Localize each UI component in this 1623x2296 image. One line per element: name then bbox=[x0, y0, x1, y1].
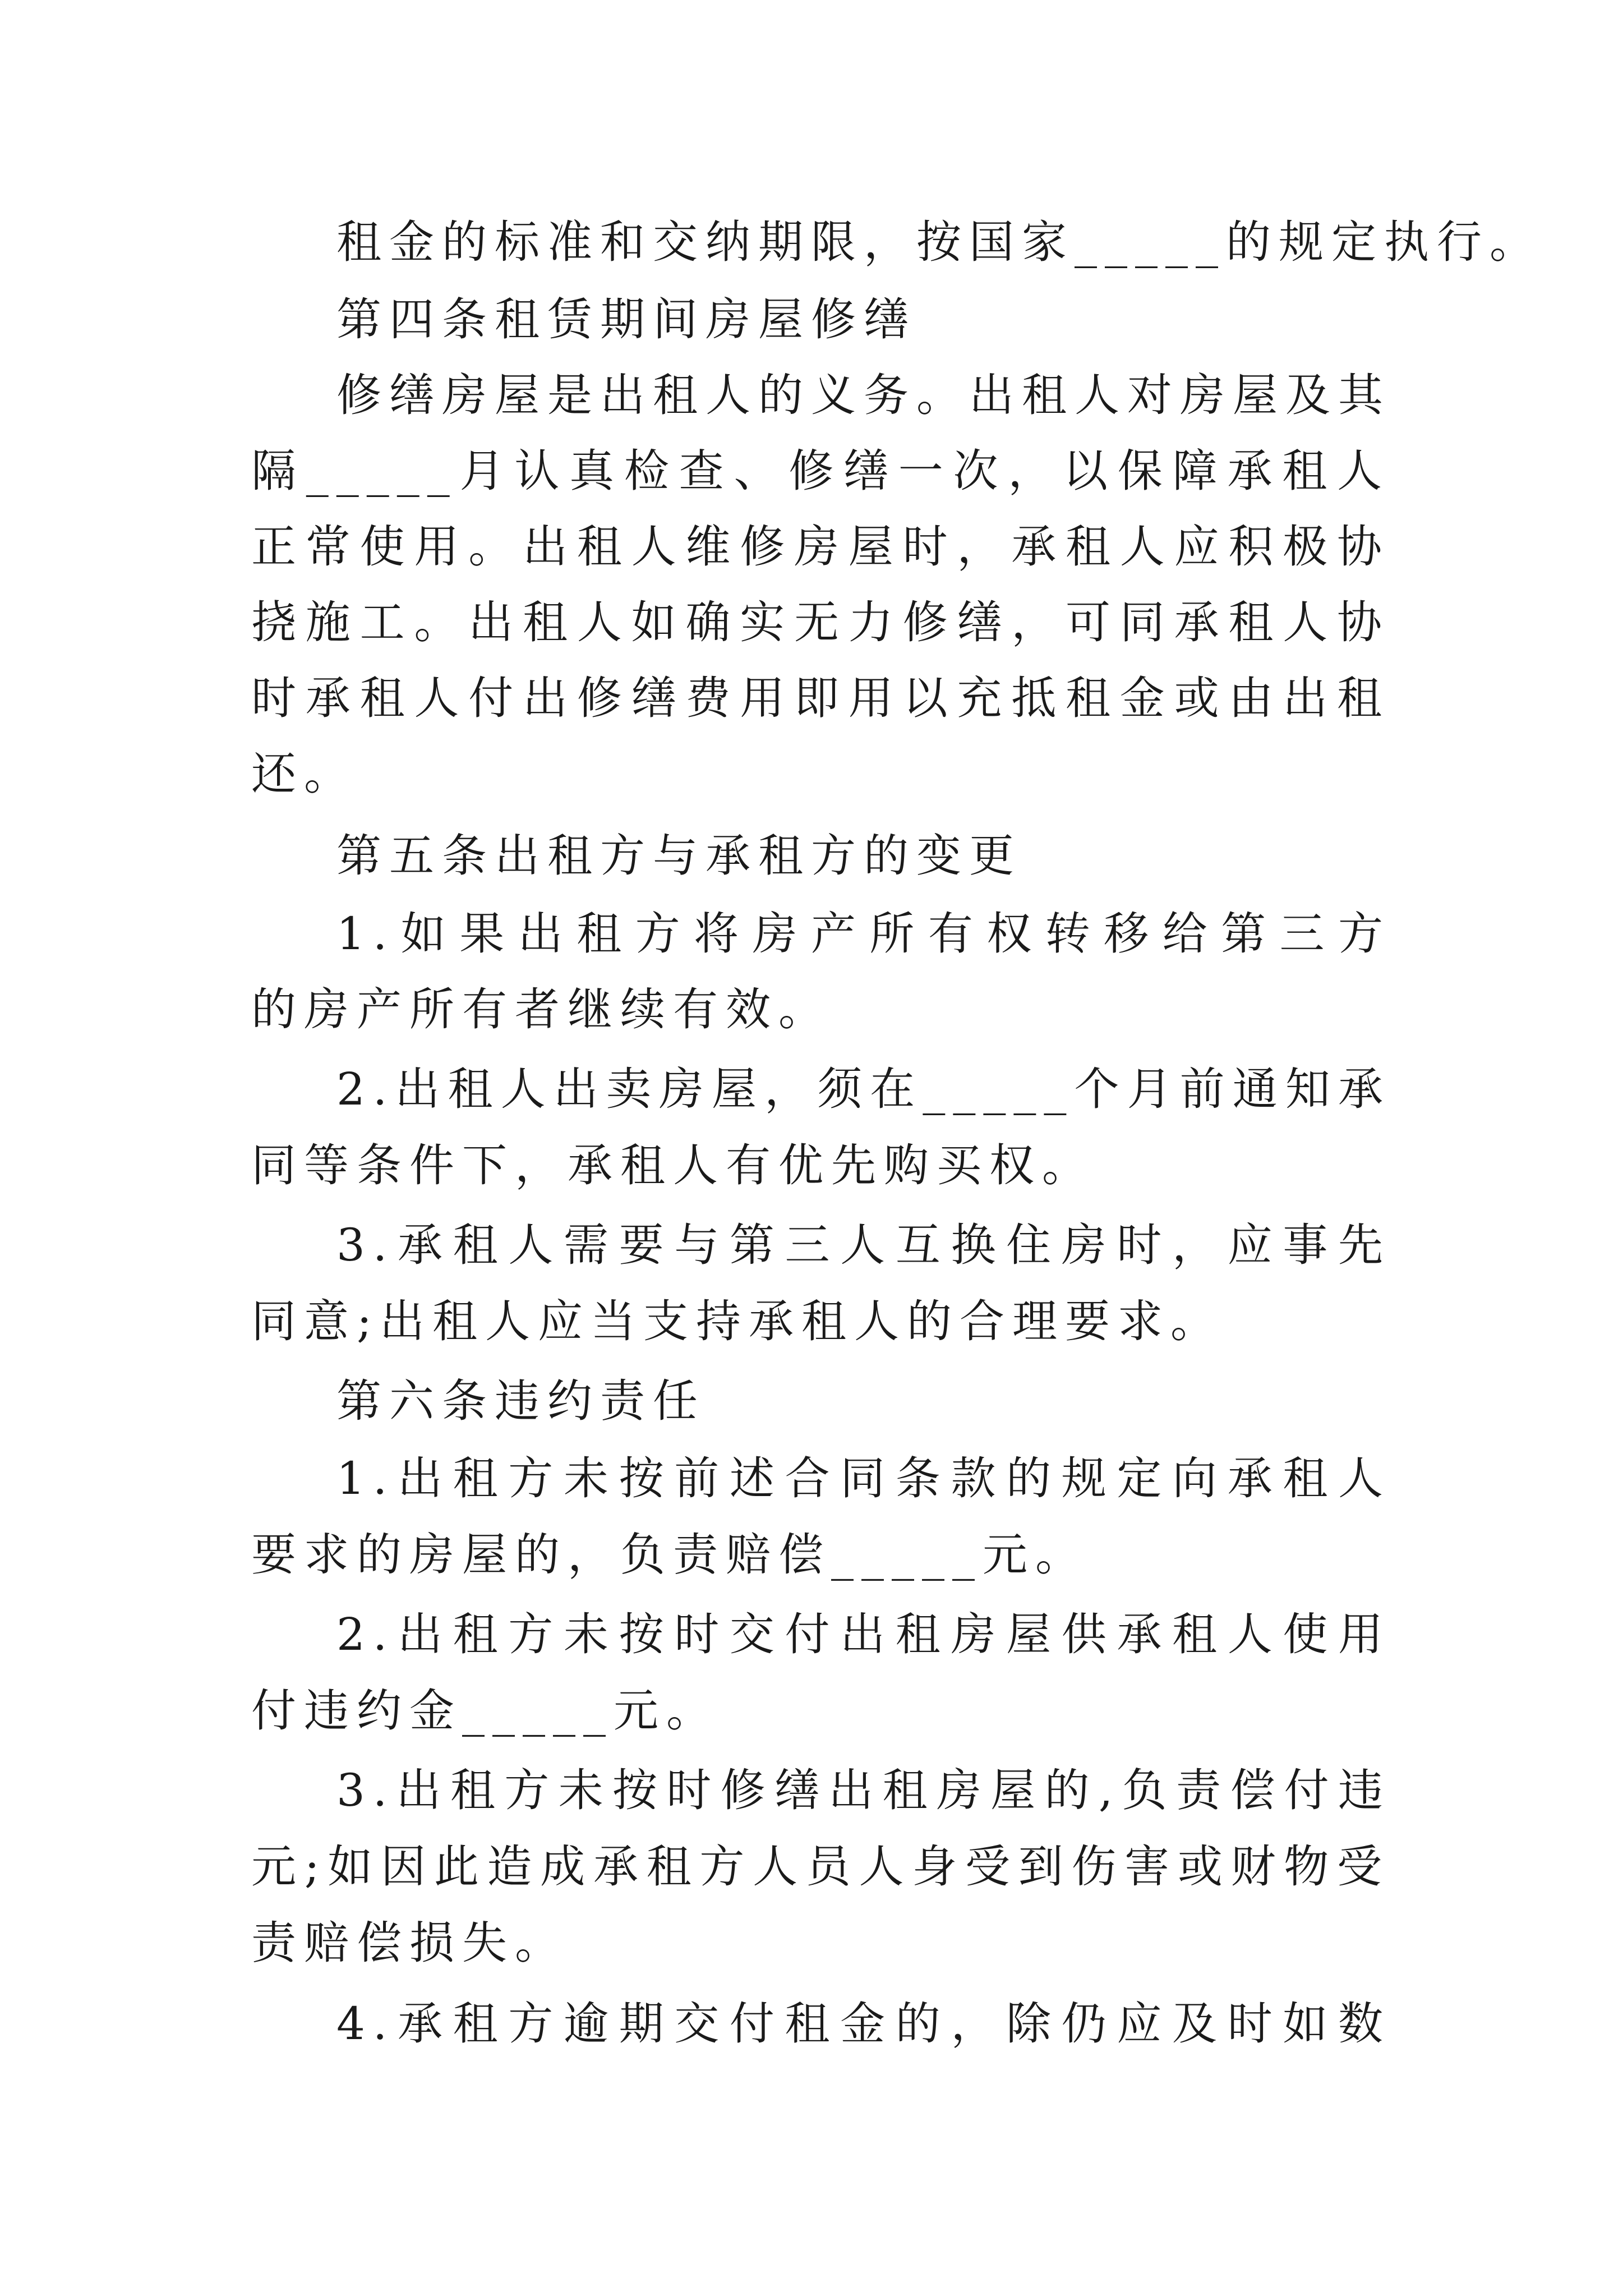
section-heading-article-5: 第五条出租方与承租方的变更 bbox=[336, 830, 1022, 882]
text-line: 元;如因此造成承租方人员人身受到伤害或财物受 bbox=[251, 1841, 1390, 1893]
text-line: 责赔偿损失。 bbox=[251, 1917, 568, 1969]
section-heading-article-4: 第四条租赁期间房屋修缮 bbox=[336, 293, 916, 346]
text-line: 时承租人付出修缮费用即用以充抵租金或由出租 bbox=[251, 672, 1390, 724]
text-line: 3.出租方未按时修缮出租房屋的,负责偿付违 bbox=[336, 1764, 1391, 1816]
text-line: 租金的标准和交纳期限，按国家_____的规定执行。 bbox=[336, 216, 1542, 268]
text-line: 要求的房屋的，负责赔偿_____元。 bbox=[251, 1529, 1088, 1581]
text-line: 1.出租方未按前述合同条款的规定向承租人 bbox=[336, 1452, 1391, 1504]
section-heading-article-6: 第六条违约责任 bbox=[336, 1375, 706, 1427]
text-line: 挠施工。出租人如确实无力修缮，可同承租人协 bbox=[251, 596, 1390, 648]
text-line: 4.承租方逾期交付租金的，除仍应及时如数 bbox=[336, 1998, 1391, 2050]
text-line: 同等条件下，承租人有优先购买权。 bbox=[251, 1139, 1095, 1191]
text-line: 1.如果出租方将房产所有权转移给第三方 bbox=[336, 908, 1391, 960]
text-line: 3.承租人需要与第三人互换住房时，应事先 bbox=[336, 1219, 1391, 1271]
text-line: 2.出租人出卖房屋，须在_____个月前通知承 bbox=[336, 1063, 1391, 1115]
text-line: 修缮房屋是出租人的义务。出租人对房屋及其 bbox=[336, 369, 1391, 421]
text-line: 隔_____月认真检查、修缮一次，以保障承租人 bbox=[251, 445, 1390, 497]
text-line: 同意;出租人应当支持承租人的合理要求。 bbox=[251, 1295, 1223, 1347]
text-line: 的房产所有者继续有效。 bbox=[251, 983, 831, 1036]
text-line: 正常使用。出租人维修房屋时，承租人应积极协 bbox=[251, 521, 1390, 573]
text-line: 2.出租方未按时交付出租房屋供承租人使用 bbox=[336, 1608, 1391, 1660]
text-line: 付违约金_____元。 bbox=[251, 1685, 719, 1737]
text-line: 还。 bbox=[251, 748, 357, 800]
